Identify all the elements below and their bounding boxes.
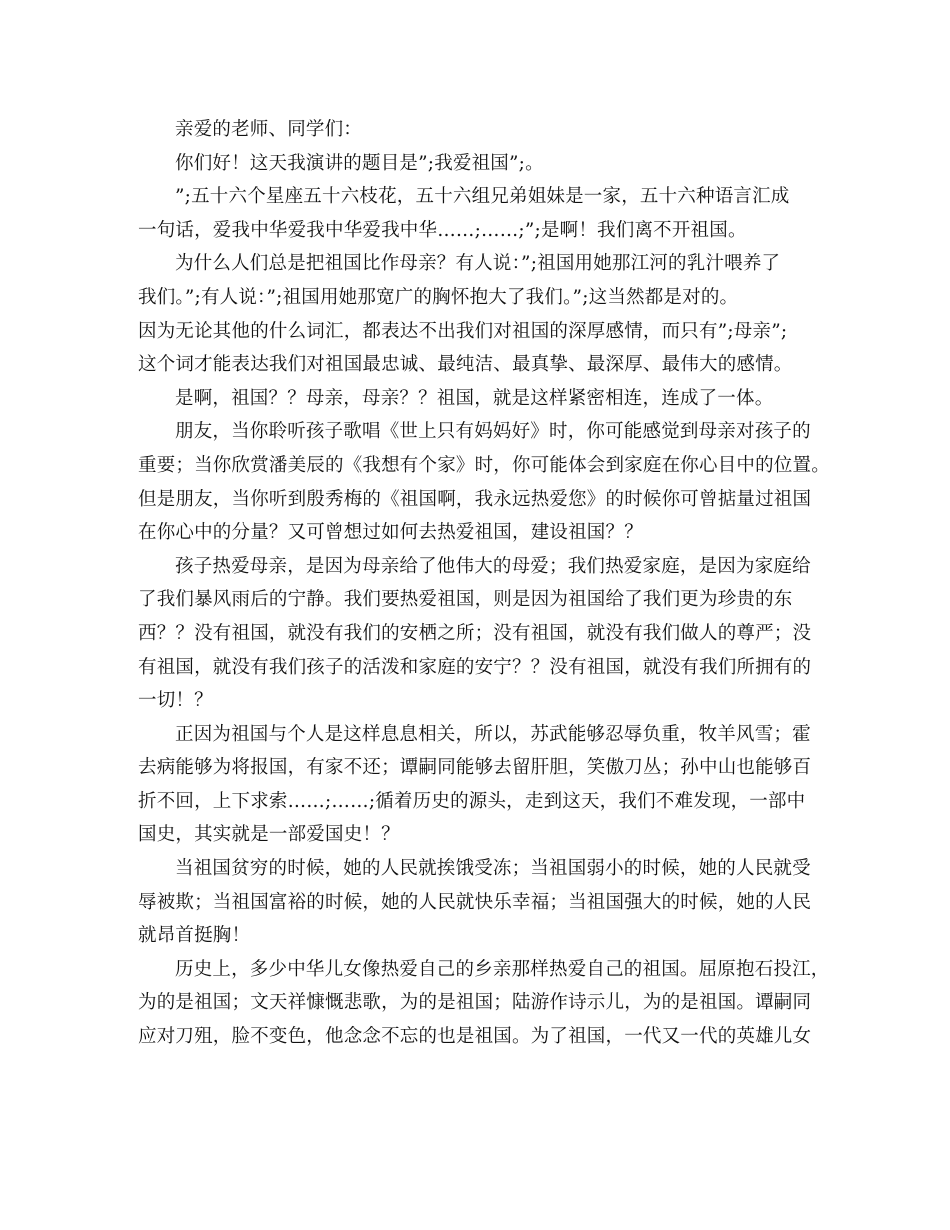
speech-text: [138, 113, 828, 1054]
text-line: 应对刀殂，脸不变色，他念念不忘的也是祖国。为了祖国，一代又一代的英雄儿女: [138, 1026, 812, 1048]
text-line: 孩子热爱母亲，是因为母亲给了他伟大的母爱；我们热爱家庭，是因为家庭给: [175, 555, 811, 577]
text-line: 折不回，上下求索……;……;循着历史的源头，走到这天，我们不难发现，一部中: [138, 790, 806, 812]
text-line: 去病能够为将报国，有家不还；谭嗣同能够去留肝胆，笑傲刀丛；孙中山也能够百: [138, 757, 812, 779]
text-line: 当祖国贫穷的时候，她的人民就挨饿受冻；当祖国弱小的时候，她的人民就受: [175, 858, 811, 880]
text-line: ”;五十六个星座五十六枝花，五十六组兄弟姐妹是一家，五十六种语言汇成: [175, 186, 790, 208]
text-line: 因为无论其他的什么词汇，都表达不出我们对祖国的深厚感情，而只有”;母亲”;: [138, 320, 788, 342]
text-line: 辱被欺；当祖国富裕的时候，她的人民就快乐幸福；当祖国强大的时候，她的人民: [138, 891, 812, 913]
text-line: 你们好！这天我演讲的题目是”;我爱祖国”;。: [175, 152, 544, 174]
text-line: 但是朋友，当你听到殷秀梅的《祖国啊，我永远热爱您》的时候你可曾掂量过祖国: [138, 488, 812, 510]
text-line: 在你心中的分量？又可曾想过如何去热爱祖国，建设祖国？？: [138, 522, 643, 544]
text-line: 我们。”;有人说：”;祖国用她那宽广的胸怀抱大了我们。”;这当然都是对的。: [138, 286, 739, 308]
text-line: 历史上，多少中华儿女像热爱自己的乡亲那样热爱自己的祖国。屈原抱石投江，: [175, 958, 830, 980]
text-line: 是啊，祖国？？母亲，母亲？？祖国，就是这样紧密相连，连成了一体。: [175, 387, 774, 409]
text-line: 一切！？: [138, 690, 213, 712]
text-line: 就昂首挺胸！: [138, 925, 251, 947]
text-line: 正因为祖国与个人是这样息息相关，所以，苏武能够忍辱负重，牧羊风雪；霍: [175, 723, 811, 745]
text-line: 一句话，爱我中华爱我中华爱我中华……;……;”;是啊！我们离不开祖国。: [138, 219, 747, 241]
text-line: 重要；当你欣赏潘美辰的《我想有个家》时，你可能体会到家庭在你心目中的位置。: [138, 454, 830, 476]
text-line: 亲爱的老师、同学们：: [175, 119, 363, 140]
text-line: 西？？没有祖国，就没有我们的安栖之所；没有祖国，就没有我们做人的尊严；没: [138, 622, 812, 644]
text-line: 为的是祖国；文天祥慷慨悲歌，为的是祖国；陆游作诗示儿，为的是祖国。谭嗣同: [138, 992, 812, 1014]
text-line: 了我们暴风雨后的宁静。我们要热爱祖国，则是因为祖国给了我们更为珍贵的东: [138, 589, 793, 611]
text-line: 为什么人们总是把祖国比作母亲？有人说：”;祖国用她那江河的乳汁喂养了: [175, 253, 781, 275]
text-line: 国史，其实就是一部爱国史！？: [138, 824, 400, 846]
text-line: 有祖国，就没有我们孩子的活泼和家庭的安宁？？没有祖国，就没有我们所拥有的: [138, 656, 812, 678]
text-line: 朋友，当你聆听孩子歌唱《世上只有妈妈好》时，你可能感觉到母亲对孩子的: [175, 421, 811, 443]
text-line: 这个词才能表达我们对祖国最忠诚、最纯洁、最真挚、最深厚、最伟大的感情。: [138, 354, 793, 376]
